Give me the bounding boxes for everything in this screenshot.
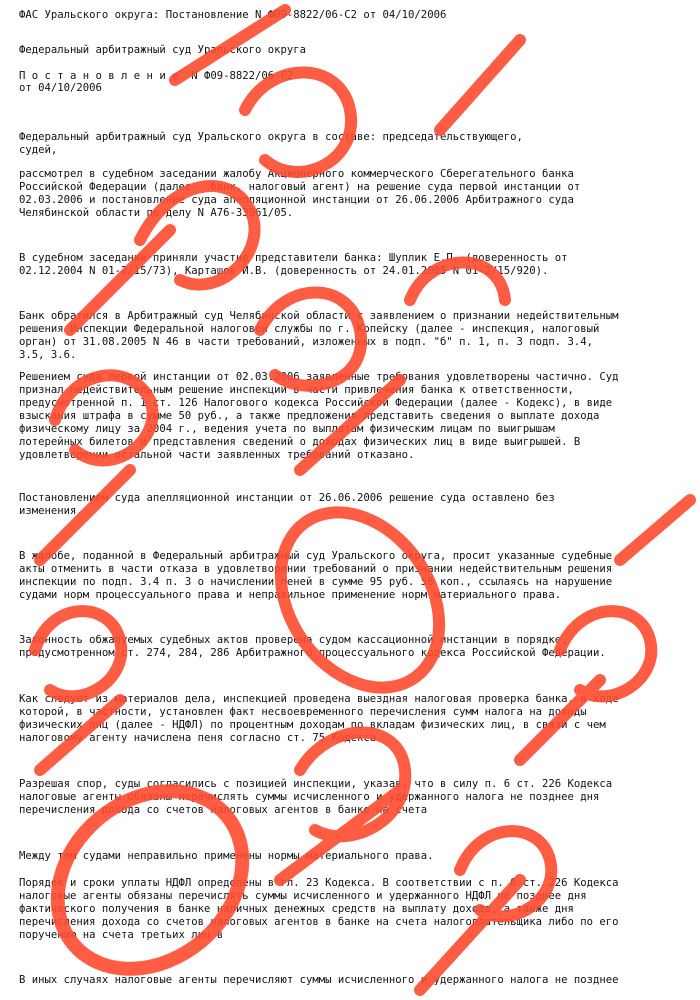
paragraph-line: Как следует из материалов дела, инспекцией проведена выездная налоговая проверка банка, в ходе: [19, 693, 619, 705]
paragraph-line: признал недействительным решение инспекции в части привлечения банка к ответственности,: [19, 384, 574, 396]
paragraph-line: 02.12.2004 N 01-2/15/73), Карташов И.В. (доверенность от 24.01.2005 N 01-2/15/920).: [19, 265, 549, 277]
paragraph-line: судей,: [19, 144, 58, 156]
paragraph-line: физическому лицу за 2004 г., ведения учета по выплатам физическим лицам по выигрышам: [19, 423, 555, 435]
paragraph-line: налоговые агенты обязаны перечислять суммы исчисленного и удержанного налога не позднее дня: [19, 791, 600, 803]
paragraph-line: поручению на счета третьих лиц в: [19, 929, 224, 941]
paragraph-line: Челябинской области по делу N А76-33961/05.: [19, 207, 294, 219]
paragraph-line: рассмотрел в судебном заседании жалобу Акционерного коммерческого Сберегательного банка: [19, 168, 574, 180]
paragraph-line: налоговые агенты обязаны перечислять суммы исчисленного и удержанного НДФЛ не позднее дня: [19, 890, 587, 902]
paragraph-line: решения Инспекции Федеральной налоговой службы по г. Копейску (далее - инспекция, налоговый: [19, 323, 600, 335]
court-name: Федеральный арбитражный суд Уральского округа: [19, 44, 307, 56]
paragraph-line: лотерейных билетов и представления сведений о доходах физических лиц в виде выигрышей. В: [19, 436, 581, 448]
paragraph-line: предусмотренной п. 1 ст. 126 Налогового кодекса Российской Федерации (далее - Кодекс), в виде: [19, 397, 613, 409]
paragraph-line: орган) от 31.08.2005 N 46 в части требований, изложенных в подп. "б" п. 1, п. 3 подп. 3.4,: [19, 336, 594, 348]
paragraph-line: Российской Федерации (далее - банк, налоговый агент) на решение суда первой инстанции от: [19, 181, 581, 193]
paragraph-line: перечисления дохода со счетов налоговых агентов в банке на счета налогоплательщика либо по его: [19, 916, 619, 928]
paragraph-line: налоговому агенту начислена пеня согласно ст. 75 Кодекса.: [19, 732, 383, 744]
paragraph-line: изменения.: [19, 505, 83, 517]
paragraph-line: фактического получения в банке наличных денежных средств на выплату дохода, а также дня: [19, 903, 574, 915]
paragraph-line: взыскания штрафа в сумме 50 руб., а также предложения представить сведения о выплате дохода: [19, 410, 600, 422]
paragraph-line: Постановлением суда апелляционной инстанции от 26.06.2006 решение суда оставлено без: [19, 492, 555, 504]
paragraph-line: Решением суда первой инстанции от 02.03.2006 заявленные требования удовлетворены частично. Суд: [19, 371, 619, 383]
paragraph-line: Между тем судами неправильно применены нормы материального права.: [19, 850, 434, 862]
paragraph-line: 3.5, 3.6.: [19, 349, 77, 361]
paragraph-line: которой, в частности, установлен факт несвоевременного перечисления сумм налога на доходы: [19, 706, 587, 718]
paragraph-line: В судебном заседании приняли участие представители банка: Шуплик Е.П. (доверенность от: [19, 252, 568, 264]
paragraph-line: Банк обратился в Арбитражный суд Челябинской области с заявлением о признании недействительным: [19, 310, 619, 322]
paragraph-line: 02.03.2006 и постановление суда апелляционной инстанции от 26.06.2006 Арбитражного суда: [19, 194, 574, 206]
resolution-title: П о с т а н о в л е н и е N Ф09-8822/06-С2: [19, 70, 294, 82]
paragraph-line: В иных случаях налоговые агенты перечисляют суммы исчисленного и удержанного налога не позднее: [19, 974, 619, 986]
paragraph-line: инспекции по подп. 3.4 п. 3 о начислении пеней в сумме 95 руб. 58 коп., ссылаясь на нарушение: [19, 576, 613, 588]
paragraph-line: акты отменить в части отказа в удовлетворении требований о признании недействительным решения: [19, 563, 613, 575]
document-header-line: ФАС Уральского округа: Постановление N Ф09-8822/06-С2 от 04/10/2006: [19, 9, 447, 21]
paragraph-line: судами норм процессуального права и неправильное применение норм материального права.: [19, 589, 562, 601]
paragraph-line: Федеральный арбитражный суд Уральского округа в составе: председательствующего,: [19, 131, 523, 143]
paragraph-line: Законность обжалуемых судебных актов проверена судом кассационной инстанции в порядке,: [19, 634, 568, 646]
paragraph-line: перечисления дохода со счетов налоговых агентов в банке на счета: [19, 804, 428, 816]
paragraph-line: физических лиц (далее - НДФЛ) по процентным доходам по вкладам физических лиц, в связи с чем: [19, 719, 606, 731]
paragraph-line: В жалобе, поданной в Федеральный арбитражный суд Уральского округа, просит указанные судебные: [19, 550, 613, 562]
paragraph-line: Разрешая спор, суды согласились с позицией инспекции, указав, что в силу п. 6 ст. 226 Кодекса: [19, 778, 613, 790]
paragraph-line: удовлетворении остальной части заявленных требований отказано.: [19, 449, 415, 461]
resolution-date: от 04/10/2006: [19, 82, 102, 94]
paragraph-line: Порядок и сроки уплаты НДФЛ определены в гл. 23 Кодекса. В соответствии с п. 6 ст. 226 Кодекса: [19, 877, 619, 889]
paragraph-line: предусмотренном ст. 274, 284, 286 Арбитражного процессуального кодекса Российской Федерации.: [19, 647, 606, 659]
